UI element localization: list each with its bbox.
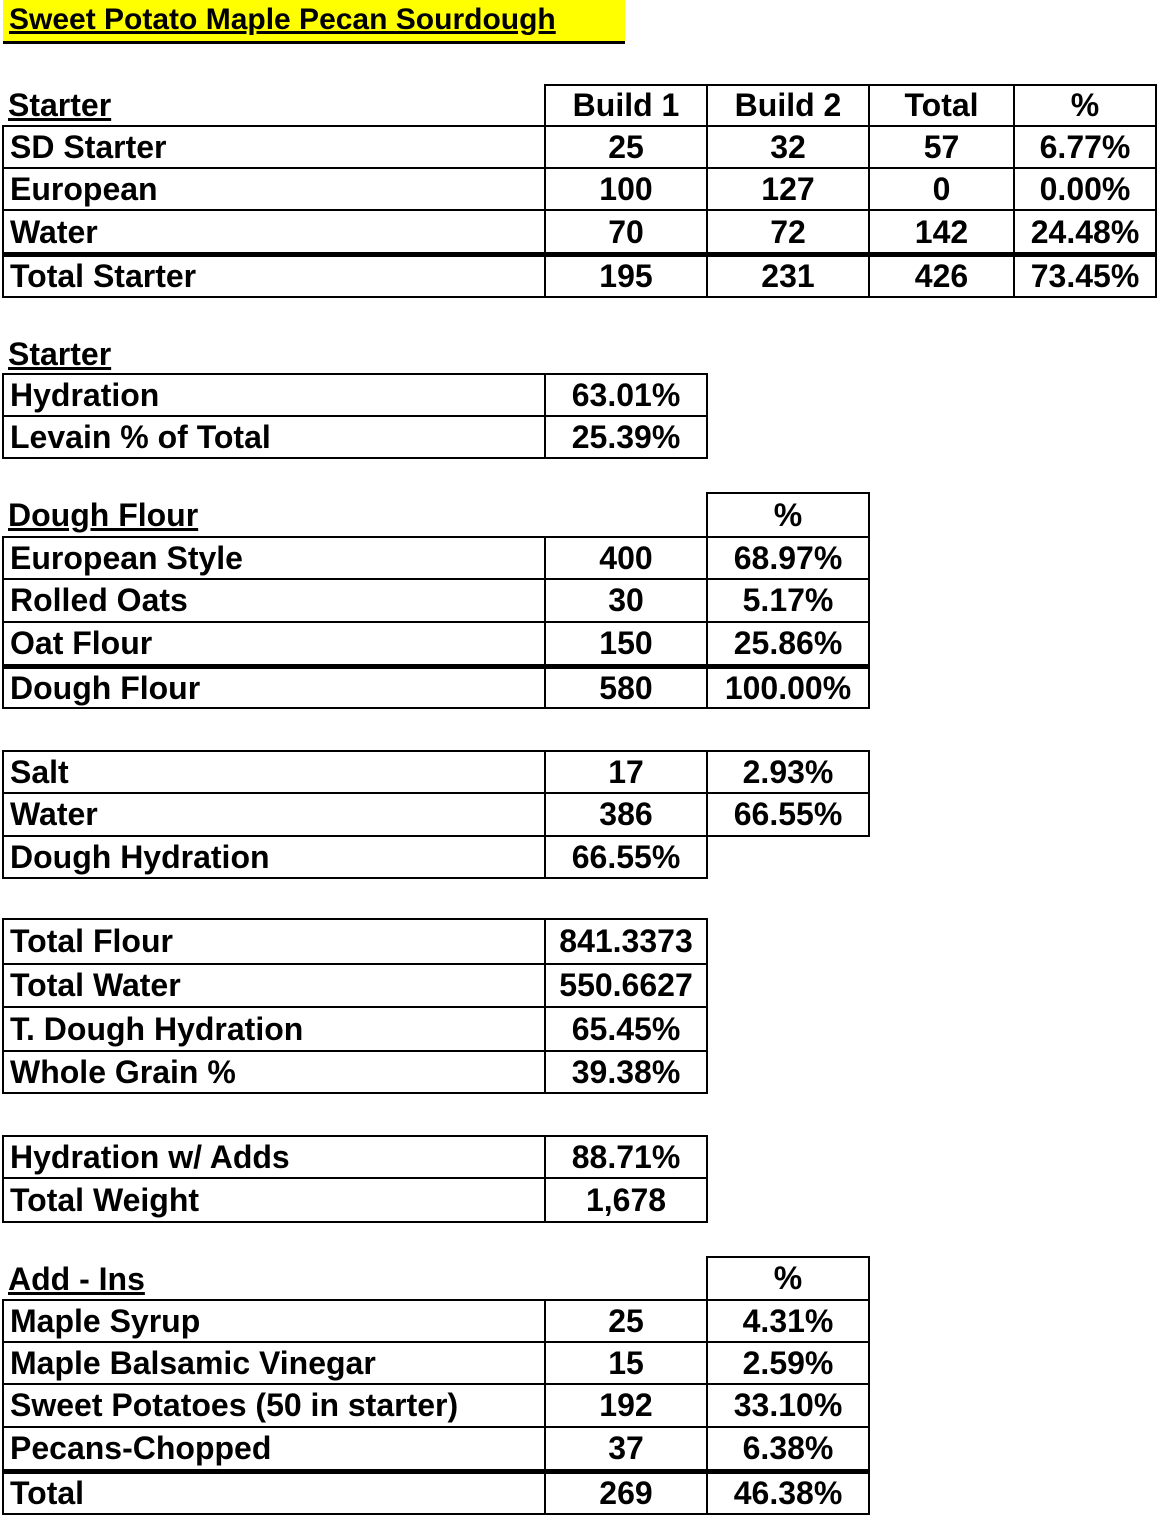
cell-value: 25 (544, 1299, 708, 1343)
cell-pct: 2.59% (706, 1341, 870, 1385)
cell-value: 57 (868, 125, 1015, 169)
cell-value: 66.55% (544, 835, 708, 879)
row-label-rolled-oats: Rolled Oats (2, 578, 546, 623)
cell-pct: 100.00% (706, 664, 870, 709)
row-label-water: Water (2, 209, 546, 255)
cell-value: 127 (706, 167, 870, 211)
cell-value: 150 (544, 621, 708, 666)
cell-value: 32 (706, 125, 870, 169)
row-label-sweet-potatoes: Sweet Potatoes (50 in starter) (2, 1383, 546, 1428)
row-label-total: Total (2, 1469, 546, 1515)
row-label-dough-flour: Dough Flour (2, 664, 546, 709)
row-label-levain: Levain % of Total (2, 415, 546, 459)
cell-value: 30 (544, 578, 708, 623)
row-label-hydration-adds: Hydration w/ Adds (2, 1135, 546, 1179)
cell-value: 25 (544, 125, 708, 169)
cell-value: 65.45% (544, 1006, 708, 1052)
starter-summary-header: Starter (8, 335, 112, 372)
cell-value: 269 (544, 1469, 708, 1515)
row-label-dough-hydration: Dough Hydration (2, 835, 546, 879)
dough-flour-header: Dough Flour (8, 496, 199, 533)
cell-value: 142 (868, 209, 1015, 255)
page-title: Sweet Potato Maple Pecan Sourdough (3, 0, 625, 44)
cell-pct: 4.31% (706, 1299, 870, 1343)
row-label-water: Water (2, 792, 546, 837)
row-label-total-water: Total Water (2, 963, 546, 1008)
col-build-2: Build 2 (706, 84, 870, 127)
cell-pct: 33.10% (706, 1383, 870, 1428)
cell-value: 6.77% (1013, 125, 1157, 169)
row-label-t-dough-hydration: T. Dough Hydration (2, 1006, 546, 1052)
cell-pct: 25.86% (706, 621, 870, 666)
cell-value: 231 (706, 252, 870, 298)
cell-value: 195 (544, 252, 708, 298)
cell-value: 841.3373 (544, 918, 708, 965)
cell-value: 386 (544, 792, 708, 837)
cell-value: 400 (544, 536, 708, 580)
cell-pct: 5.17% (706, 578, 870, 623)
row-label-pecans: Pecans-Chopped (2, 1426, 546, 1471)
row-label-hydration: Hydration (2, 373, 546, 417)
cell-value: 100 (544, 167, 708, 211)
cell-value: 0.00% (1013, 167, 1157, 211)
cell-value: 24.48% (1013, 209, 1157, 255)
cell-value: 17 (544, 750, 708, 794)
row-label-whole-grain: Whole Grain % (2, 1050, 546, 1094)
cell-pct: 66.55% (706, 792, 870, 837)
row-label-maple-balsamic: Maple Balsamic Vinegar (2, 1341, 546, 1385)
cell-pct: 6.38% (706, 1426, 870, 1471)
cell-value: 580 (544, 664, 708, 709)
col-percent: % (1013, 84, 1157, 127)
starter-table-header: Starter (8, 86, 112, 123)
cell-pct: 68.97% (706, 536, 870, 580)
cell-value: 192 (544, 1383, 708, 1428)
add-ins-header: Add - Ins (8, 1260, 145, 1297)
row-label-total-weight: Total Weight (2, 1177, 546, 1223)
cell-value: 1,678 (544, 1177, 708, 1223)
col-build-1: Build 1 (544, 84, 708, 127)
row-label-salt: Salt (2, 750, 546, 794)
row-label-total-starter: Total Starter (2, 252, 546, 298)
row-label-european: European (2, 167, 546, 211)
row-label-total-flour: Total Flour (2, 918, 546, 965)
dough-flour-pct-header: % (706, 492, 870, 538)
col-total: Total (868, 84, 1015, 127)
row-label-european-style: European Style (2, 536, 546, 580)
row-label-maple-syrup: Maple Syrup (2, 1299, 546, 1343)
row-label-oat-flour: Oat Flour (2, 621, 546, 666)
cell-pct: 46.38% (706, 1469, 870, 1515)
cell-value: 72 (706, 209, 870, 255)
cell-value: 88.71% (544, 1135, 708, 1179)
cell-value: 0 (868, 167, 1015, 211)
cell-value: 426 (868, 252, 1015, 298)
cell-value: 15 (544, 1341, 708, 1385)
cell-value: 73.45% (1013, 252, 1157, 298)
cell-pct: 2.93% (706, 750, 870, 794)
cell-value: 63.01% (544, 373, 708, 417)
cell-value: 550.6627 (544, 963, 708, 1008)
row-label-sd-starter: SD Starter (2, 125, 546, 169)
cell-value: 39.38% (544, 1050, 708, 1094)
add-ins-pct-header: % (706, 1256, 870, 1301)
cell-value: 37 (544, 1426, 708, 1471)
cell-value: 70 (544, 209, 708, 255)
cell-value: 25.39% (544, 415, 708, 459)
